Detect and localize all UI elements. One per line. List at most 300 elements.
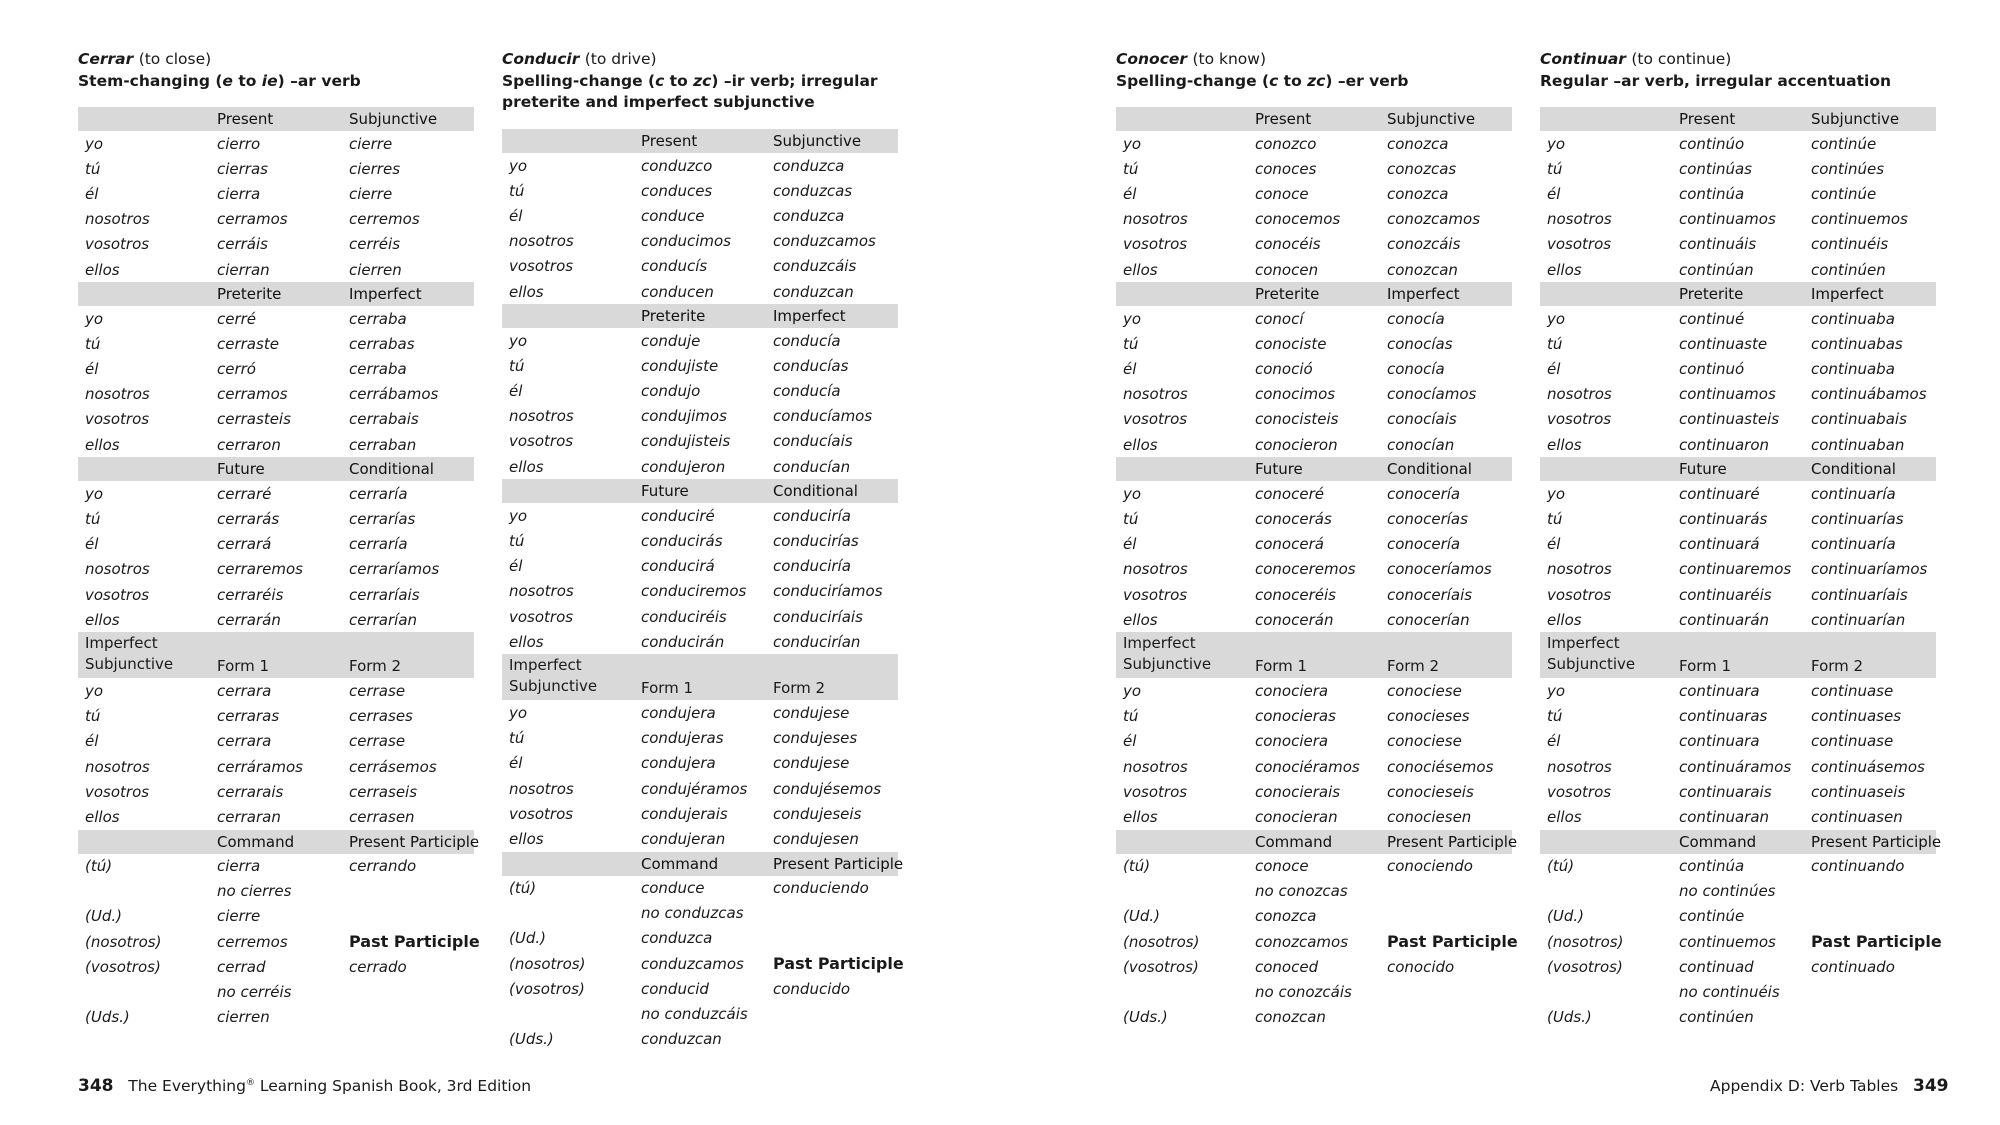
form-cell: conduciendo: [773, 879, 869, 898]
table-row: [78, 407, 474, 432]
pronoun-cell: tú: [85, 510, 101, 529]
form-cell: conoceré: [1255, 484, 1324, 503]
header-cell: Preterite: [1679, 285, 1744, 304]
form-cell: continuaron: [1679, 435, 1770, 454]
form-cell: conocería: [1387, 535, 1461, 554]
pronoun-cell: yo: [85, 134, 104, 153]
table-row: [502, 579, 898, 604]
form-cell: condujeseis: [773, 804, 862, 823]
form-cell: continuemos: [1679, 932, 1776, 951]
form-cell: cerraban: [349, 435, 417, 454]
section-header-impsubj: [1116, 632, 1512, 678]
table-row: [1540, 929, 1942, 954]
table-row: [1116, 306, 1512, 331]
form-cell: continuarán: [1679, 610, 1770, 629]
table-row: [1116, 582, 1512, 607]
form-cell: conocieses: [1387, 707, 1470, 726]
form-cell: Past Participle: [773, 954, 904, 974]
form-cell: conduciréis: [641, 607, 727, 626]
form-cell: conociese: [1387, 732, 1462, 751]
table-row: [502, 279, 898, 304]
pronoun-cell: tú: [85, 159, 101, 178]
header-cell: Form 1: [641, 679, 694, 698]
pronoun-cell: nosotros: [509, 407, 574, 426]
table-row: [1116, 607, 1512, 632]
header-cell: Imperfect: [349, 285, 422, 304]
form-cell: cierras: [217, 159, 268, 178]
pronoun-cell: yo: [509, 156, 528, 175]
form-cell: cerraría: [349, 535, 408, 554]
verb-heading: [1116, 49, 1512, 107]
form-cell: continuaré: [1679, 484, 1760, 503]
form-cell: conociste: [1255, 334, 1327, 353]
form-cell: cerrarías: [349, 510, 416, 529]
appendix-title: Appendix D: Verb Tables: [1710, 1077, 1899, 1095]
pronoun-cell: vosotros: [85, 410, 150, 429]
form-cell: continuaran: [1679, 807, 1770, 826]
form-cell: cerrase: [349, 681, 406, 700]
form-cell: conducen: [641, 282, 714, 301]
verb-name: Cerrar: [78, 50, 134, 68]
table-row: [78, 1005, 474, 1030]
pronoun-cell: yo: [1547, 681, 1566, 700]
form-cell: continuabais: [1811, 410, 1907, 429]
form-cell: condujera: [641, 754, 716, 773]
pronoun-cell: él: [1547, 360, 1561, 379]
form-cell: cerrando: [349, 857, 417, 876]
pronoun-cell: (tú): [1547, 857, 1575, 876]
table-row: [78, 804, 474, 829]
form-cell: cerramos: [217, 210, 288, 229]
pronoun-cell: ellos: [1123, 610, 1158, 629]
form-cell: condujesen: [773, 829, 859, 848]
table-row: [502, 254, 898, 279]
form-cell: continuaste: [1679, 334, 1768, 353]
pronoun-cell: ellos: [1123, 260, 1158, 279]
form-cell: no cierres: [217, 882, 292, 901]
form-cell: cerraba: [349, 309, 407, 328]
form-cell: cerrarán: [217, 610, 281, 629]
table-row: [78, 754, 474, 779]
table-row: [502, 901, 898, 926]
form-cell: continuado: [1811, 957, 1895, 976]
table-row: [1540, 582, 1936, 607]
table-row: [1116, 257, 1512, 282]
header-cell: Imperfect Subjunctive: [1547, 634, 1636, 674]
form-cell: conoce: [1255, 184, 1309, 203]
form-cell: conduzcan: [641, 1030, 722, 1049]
header-cell: Preterite: [641, 307, 706, 326]
header-cell: Future: [1255, 460, 1303, 479]
form-cell: cerréis: [349, 235, 401, 254]
verb-desc-post: ) –ar verb: [277, 71, 361, 90]
pronoun-cell: (Ud.): [1547, 907, 1584, 926]
form-cell: cierre: [349, 184, 393, 203]
form-cell: conoces: [1255, 159, 1317, 178]
pronoun-cell: (nosotros): [85, 932, 162, 951]
form-cell: cerrase: [349, 732, 406, 751]
header-cell: Form 1: [217, 657, 270, 676]
table-row: [1540, 331, 1936, 356]
table-row: [1540, 779, 1936, 804]
pronoun-cell: nosotros: [1547, 560, 1612, 579]
table-row: [1540, 357, 1936, 382]
header-cell: Present Participle: [773, 854, 904, 873]
section-header-command: [78, 830, 480, 854]
form-cell: conozca: [1387, 134, 1449, 153]
form-cell: conducirás: [641, 532, 723, 551]
form-cell: continuase: [1811, 732, 1894, 751]
form-cell: conducirán: [641, 632, 725, 651]
verb-desc-pre: Spelling-change (: [502, 71, 656, 90]
table-row: [1540, 557, 1936, 582]
pronoun-cell: nosotros: [1547, 757, 1612, 776]
pronoun-cell: él: [85, 535, 99, 554]
section-header-present: [78, 107, 474, 131]
form-cell: no cerréis: [217, 983, 292, 1002]
form-cell: cerraría: [349, 484, 408, 503]
verb-desc-a: c: [1269, 71, 1279, 90]
section-header-preterite: [502, 304, 898, 328]
form-cell: cerraré: [217, 484, 272, 503]
header-cell: Form 1: [1255, 657, 1308, 676]
pronoun-cell: tú: [1123, 510, 1139, 529]
form-cell: conoceríamos: [1387, 560, 1492, 579]
form-cell: cierre: [349, 134, 393, 153]
verb-desc-b: ie: [261, 71, 278, 90]
pronoun-cell: vosotros: [1123, 410, 1188, 429]
verb-desc-pre: Stem-changing (: [78, 71, 223, 90]
form-cell: cerrarais: [217, 782, 284, 801]
table-row: [1540, 207, 1936, 232]
verb-heading: [1540, 49, 1936, 107]
pronoun-cell: tú: [1123, 334, 1139, 353]
pronoun-cell: tú: [509, 356, 525, 375]
form-cell: conozcas: [1387, 159, 1457, 178]
table-row: [1116, 481, 1512, 506]
form-cell: conocieran: [1255, 807, 1338, 826]
form-cell: condujeses: [773, 729, 858, 748]
form-cell: no conozcáis: [1255, 983, 1352, 1002]
pronoun-cell: él: [509, 754, 523, 773]
form-cell: conducías: [773, 356, 849, 375]
table-row: [1116, 754, 1512, 779]
form-cell: continuamos: [1679, 385, 1776, 404]
form-cell: continuáramos: [1679, 757, 1792, 776]
registered-mark: ®: [245, 1077, 255, 1088]
table-row: [502, 926, 898, 951]
table-row: [1116, 357, 1512, 382]
table-row: [1116, 929, 1518, 954]
pronoun-cell: vosotros: [509, 257, 574, 276]
form-cell: continuéis: [1811, 235, 1889, 254]
table-row: [1540, 879, 1936, 904]
pronoun-cell: ellos: [85, 610, 120, 629]
pronoun-cell: ellos: [509, 632, 544, 651]
form-cell: continuasteis: [1679, 410, 1780, 429]
verb-desc-b: zc: [693, 71, 712, 90]
table-row: [1116, 704, 1512, 729]
form-cell: continuásemos: [1811, 757, 1925, 776]
table-row: [502, 776, 898, 801]
pronoun-cell: nosotros: [85, 385, 150, 404]
form-cell: conduzca: [773, 206, 845, 225]
table-row: [502, 826, 898, 851]
table-row: [78, 678, 474, 703]
pronoun-cell: yo: [85, 309, 104, 328]
table-row: [78, 207, 474, 232]
form-cell: continuábamos: [1811, 385, 1927, 404]
table-row: [1540, 306, 1936, 331]
table-row: [1540, 382, 1936, 407]
verb-block-conocer: [1116, 49, 1518, 1030]
verb-gloss: (to drive): [584, 50, 657, 68]
form-cell: conducirían: [773, 632, 861, 651]
pronoun-cell: tú: [509, 181, 525, 200]
section-header-command: [502, 852, 904, 876]
pronoun-cell: él: [509, 382, 523, 401]
table-row: [502, 404, 898, 429]
form-cell: conducid: [641, 979, 709, 998]
form-cell: cerrases: [349, 707, 413, 726]
form-cell: cierren: [217, 1008, 270, 1027]
form-cell: continúes: [1811, 159, 1885, 178]
table-row: [1540, 979, 1936, 1004]
form-cell: conocieseis: [1387, 782, 1474, 801]
form-cell: conduzcáis: [773, 257, 857, 276]
pronoun-cell: yo: [509, 506, 528, 525]
header-cell: Imperfect: [1387, 285, 1460, 304]
form-cell: conociera: [1255, 681, 1329, 700]
form-cell: condujésemos: [773, 779, 882, 798]
pronoun-cell: vosotros: [1547, 235, 1612, 254]
header-cell: Present Participle: [1811, 832, 1942, 851]
form-cell: conducirías: [773, 532, 859, 551]
table-row: [502, 178, 898, 203]
form-cell: condujera: [641, 703, 716, 722]
table-row: [78, 979, 474, 1004]
pronoun-cell: tú: [85, 334, 101, 353]
form-cell: conocí: [1255, 309, 1304, 328]
form-cell: conducimos: [641, 232, 731, 251]
table-row: [502, 379, 898, 404]
pronoun-cell: él: [1123, 535, 1137, 554]
pronoun-cell: (vosotros): [1123, 957, 1199, 976]
form-cell: continuabas: [1811, 334, 1903, 353]
header-cell: Imperfect: [1811, 285, 1884, 304]
table-row: [78, 382, 474, 407]
header-cell: Form 2: [349, 657, 402, 676]
pronoun-cell: vosotros: [509, 432, 574, 451]
form-cell: conduzcan: [773, 282, 854, 301]
table-row: [1116, 804, 1512, 829]
table-row: [78, 131, 474, 156]
form-cell: cerrasen: [349, 807, 415, 826]
form-cell: no continúes: [1679, 882, 1776, 901]
table-row: [1116, 207, 1512, 232]
table-row: [78, 557, 474, 582]
pronoun-cell: él: [1547, 535, 1561, 554]
pronoun-cell: vosotros: [85, 585, 150, 604]
form-cell: cerrará: [217, 535, 272, 554]
form-cell: conducía: [773, 382, 841, 401]
pronoun-cell: vosotros: [85, 235, 150, 254]
header-cell: Future: [217, 460, 265, 479]
table-row: [1540, 754, 1936, 779]
header-cell: Imperfect Subjunctive: [509, 656, 598, 696]
header-cell: Command: [217, 832, 295, 851]
pronoun-cell: él: [1123, 732, 1137, 751]
header-cell: Subjunctive: [1811, 110, 1900, 128]
section-header-preterite: [1116, 282, 1512, 306]
pronoun-cell: vosotros: [1547, 782, 1612, 801]
form-cell: continuemos: [1811, 210, 1908, 229]
table-row: [1116, 879, 1512, 904]
form-cell: continúe: [1679, 907, 1745, 926]
table-row: [502, 629, 898, 654]
form-cell: conducíamos: [773, 407, 873, 426]
pronoun-cell: nosotros: [1123, 560, 1188, 579]
pronoun-cell: ellos: [509, 282, 544, 301]
pronoun-cell: (Ud.): [509, 929, 546, 948]
section-header-future: [1116, 457, 1512, 481]
verb-name: Continuar: [1540, 50, 1626, 68]
pronoun-cell: (nosotros): [509, 954, 586, 973]
form-cell: conocíamos: [1387, 385, 1477, 404]
form-cell: cerraras: [217, 707, 280, 726]
form-cell: continuarás: [1679, 510, 1768, 529]
table-row: [502, 229, 898, 254]
form-cell: Past Participle: [349, 932, 480, 952]
form-cell: cerremos: [217, 932, 288, 951]
form-cell: conocemos: [1255, 210, 1341, 229]
table-row: [78, 331, 474, 356]
form-cell: conozca: [1387, 184, 1449, 203]
table-row: [1540, 432, 1936, 457]
form-cell: continuara: [1679, 681, 1760, 700]
form-cell: conocierais: [1255, 782, 1341, 801]
form-cell: continuase: [1811, 681, 1894, 700]
verb-name: Conocer: [1116, 50, 1188, 68]
pronoun-cell: nosotros: [509, 779, 574, 798]
pronoun-cell: tú: [1123, 707, 1139, 726]
pronoun-cell: tú: [1547, 510, 1563, 529]
form-cell: continúan: [1679, 260, 1754, 279]
table-row: [1540, 904, 1936, 929]
form-cell: continuáis: [1679, 235, 1757, 254]
form-cell: conocieras: [1255, 707, 1336, 726]
form-cell: cierra: [217, 857, 261, 876]
pronoun-cell: él: [1123, 184, 1137, 203]
form-cell: continúe: [1811, 184, 1877, 203]
table-row: [502, 454, 898, 479]
conjugation-table: [1116, 107, 1518, 1030]
form-cell: conocisteis: [1255, 410, 1339, 429]
pronoun-cell: vosotros: [1547, 585, 1612, 604]
form-cell: condujo: [641, 382, 701, 401]
table-row: [78, 879, 474, 904]
table-row: [502, 726, 898, 751]
pronoun-cell: tú: [1547, 159, 1563, 178]
book-title-b: Learning Spanish Book, 3rd Edition: [254, 1077, 532, 1095]
header-cell: Command: [1679, 832, 1757, 851]
form-cell: continuaríais: [1811, 585, 1908, 604]
table-row: [1540, 1005, 1936, 1030]
table-row: [1540, 407, 1936, 432]
pronoun-cell: tú: [1547, 707, 1563, 726]
pronoun-cell: yo: [85, 484, 104, 503]
pronoun-cell: yo: [1123, 681, 1142, 700]
table-row: [78, 432, 474, 457]
verb-desc-a: e: [222, 71, 233, 90]
form-cell: conozcáis: [1387, 235, 1461, 254]
form-cell: conocerás: [1255, 510, 1332, 529]
form-cell: cerré: [217, 309, 257, 328]
table-row: [78, 582, 474, 607]
form-cell: conducís: [641, 257, 708, 276]
form-cell: continuases: [1811, 707, 1902, 726]
header-cell: Imperfect Subjunctive: [1123, 634, 1212, 674]
table-row: [1540, 729, 1936, 754]
pronoun-cell: (vosotros): [509, 979, 585, 998]
conjugation-table: [502, 129, 904, 1052]
table-row: [1540, 257, 1936, 282]
form-cell: cerraba: [349, 360, 407, 379]
header-cell: Present Participle: [349, 832, 480, 851]
pronoun-cell: (Uds.): [1123, 1008, 1168, 1027]
pronoun-cell: yo: [1123, 484, 1142, 503]
form-cell: continuarais: [1679, 782, 1772, 801]
form-cell: continué: [1679, 309, 1745, 328]
form-cell: conduzcamos: [641, 954, 744, 973]
form-cell: cerraseis: [349, 782, 418, 801]
page-number-right: 349: [1912, 1076, 1949, 1096]
table-row: [1540, 954, 1936, 979]
form-cell: conducía: [773, 331, 841, 350]
table-row: [1116, 407, 1512, 432]
form-cell: cierro: [217, 134, 261, 153]
pronoun-cell: ellos: [1547, 807, 1582, 826]
header-cell: Present: [1255, 110, 1312, 128]
form-cell: conociesen: [1387, 807, 1472, 826]
verb-gloss: (to know): [1192, 50, 1267, 68]
form-cell: condujese: [773, 703, 850, 722]
pronoun-cell: (tú): [1123, 857, 1151, 876]
form-cell: condujeron: [641, 457, 726, 476]
pronoun-cell: tú: [509, 532, 525, 551]
pronoun-cell: (Uds.): [509, 1030, 554, 1049]
header-cell: Future: [641, 482, 689, 501]
pronoun-cell: (Uds.): [85, 1008, 130, 1027]
form-cell: conoceréis: [1255, 585, 1336, 604]
pronoun-cell: ellos: [85, 260, 120, 279]
table-row: [502, 604, 898, 629]
form-cell: cierren: [349, 260, 402, 279]
form-cell: cierra: [217, 184, 261, 203]
form-cell: continuarían: [1811, 610, 1906, 629]
pronoun-cell: vosotros: [509, 607, 574, 626]
form-cell: continuaría: [1811, 484, 1896, 503]
form-cell: conocería: [1387, 484, 1461, 503]
section-header-future: [1540, 457, 1936, 481]
form-cell: conocerá: [1255, 535, 1324, 554]
pronoun-cell: nosotros: [1547, 385, 1612, 404]
section-header-present: [1116, 107, 1512, 131]
pronoun-cell: él: [1547, 732, 1561, 751]
form-cell: cierran: [217, 260, 270, 279]
header-cell: Future: [1679, 460, 1727, 479]
table-row: [78, 481, 474, 506]
